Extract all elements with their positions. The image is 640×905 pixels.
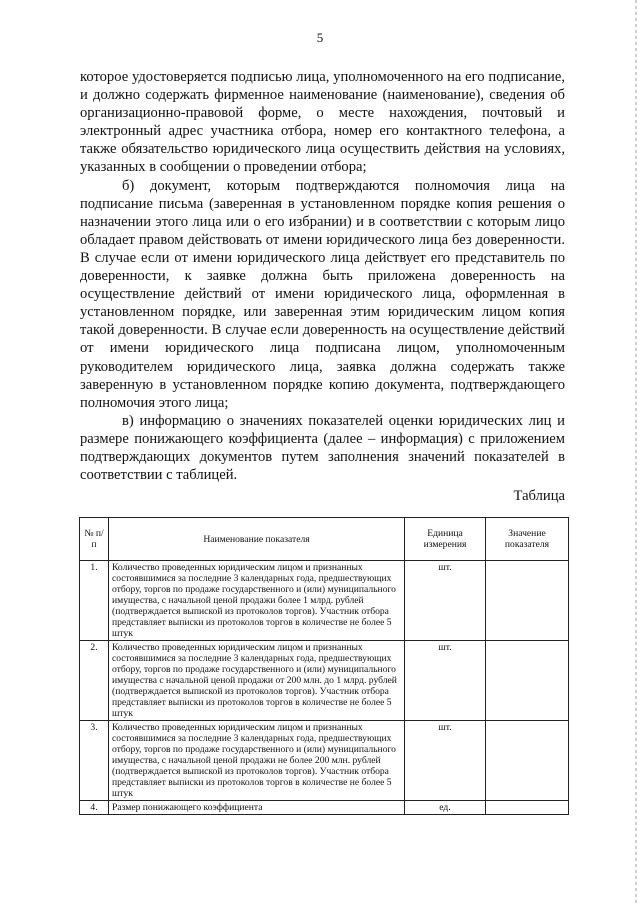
row-num: 2. [80, 641, 109, 721]
row-num: 1. [80, 561, 109, 641]
row-unit: ед. [405, 801, 486, 815]
row-name: Количество проведенных юридическим лицом и признанных состоявшимися за последние 3 календарных года, предшествующих отбору, торгов по продаже государственного и (или) муниципального имущества, с начальной ценой продажи более 1 млрд. рублей (подтверждается выпиской из протоколов торгов). Участник отбора представляет выписки из протоколов торгов в количестве не более 5 штук [109, 561, 405, 641]
paragraph-continuation: которое удостоверяется подписью лица, уполномоченного на его подписание, и должно содержать фирменное наименование (наименование), сведения об организационно-правовой форме, о месте нахождения, почтовый и электронный адрес участника отбора, номер его контактного телефона, а также обязательство юридического лица осуществить действия на условиях, указанных в сообщении о проведении отбора; [80, 69, 565, 176]
table-header-row [80, 518, 569, 561]
indicators-table [79, 517, 569, 815]
paragraph-b: б) документ, которым подтверждаются полномочия лица на подписание письма (заверенная в установленном порядке копия решения о назначении этого лица или о его избрании) и в соответствии с которым лицо обладает правом действовать от имени юридического лица без доверенности. В случае если от имени юридического лица действует его представитель по доверенности, к заявке должна быть приложена доверенность на осуществление действий от имени юридического лица, оформленная в установленном порядке, или заверенная этим юридическим лицом копия такой доверенности. В случае если доверенность на осуществление действий от имени юридического лица подписана лицом, уполномоченным руководителем юридического лица, заявка должна содержать также заверенную в установленном порядке копию документа, подтверждающего полномочия этого лица; [80, 177, 565, 411]
row-value [486, 721, 569, 801]
row-unit: шт. [405, 561, 486, 641]
row-unit: шт. [405, 721, 486, 801]
row-value [486, 641, 569, 721]
table-row [80, 641, 569, 721]
table-row [80, 561, 569, 641]
row-unit: шт. [405, 641, 486, 721]
table-row [80, 721, 569, 801]
row-name: Размер понижающего коэффициента [109, 801, 405, 815]
row-value [486, 801, 569, 815]
table-row [80, 801, 569, 815]
page-number: 5 [316, 30, 324, 45]
row-value [486, 561, 569, 641]
paragraph-v: в) информацию о значениях показателей оценки юридических лиц и размере понижающего коэффициента (далее – информация) с приложением подтверждающих документов путем заполнения значений показателей в соответствии с таблицей. [80, 412, 565, 484]
table-caption: Таблица [513, 488, 565, 504]
row-num: 3. [80, 721, 109, 801]
header-name: Наименование показателя [109, 518, 405, 561]
body-text [80, 68, 565, 484]
row-name: Количество проведенных юридическим лицом и признанных состоявшимися за последние 3 календарных года, предшествующих отбору, торгов по продаже государственного и (или) муниципального имущества с начальной ценой продажи от 200 млн. до 1 млрд. рублей (подтверждается выпиской из протоколов торгов). Участник отбора представляет выписки из протоколов торгов в количестве не более 5 штук [109, 641, 405, 721]
row-name: Количество проведенных юридическим лицом и признанных состоявшимися за последние 3 календарных года, предшествующих отбору, торгов по продаже государственного и (или) муниципального имущества, с начальной ценой продажи не более 200 млн. рублей (подтверждается выпиской из протоколов торгов). Участник отбора представляет выписки из протоколов торгов в количестве не более 5 штук [109, 721, 405, 801]
row-num: 4. [80, 801, 109, 815]
header-value: Значение показателя [486, 518, 569, 561]
scan-edge-line [635, 0, 637, 905]
header-unit: Единица измерения [405, 518, 486, 561]
header-num: № п/п [80, 518, 109, 561]
